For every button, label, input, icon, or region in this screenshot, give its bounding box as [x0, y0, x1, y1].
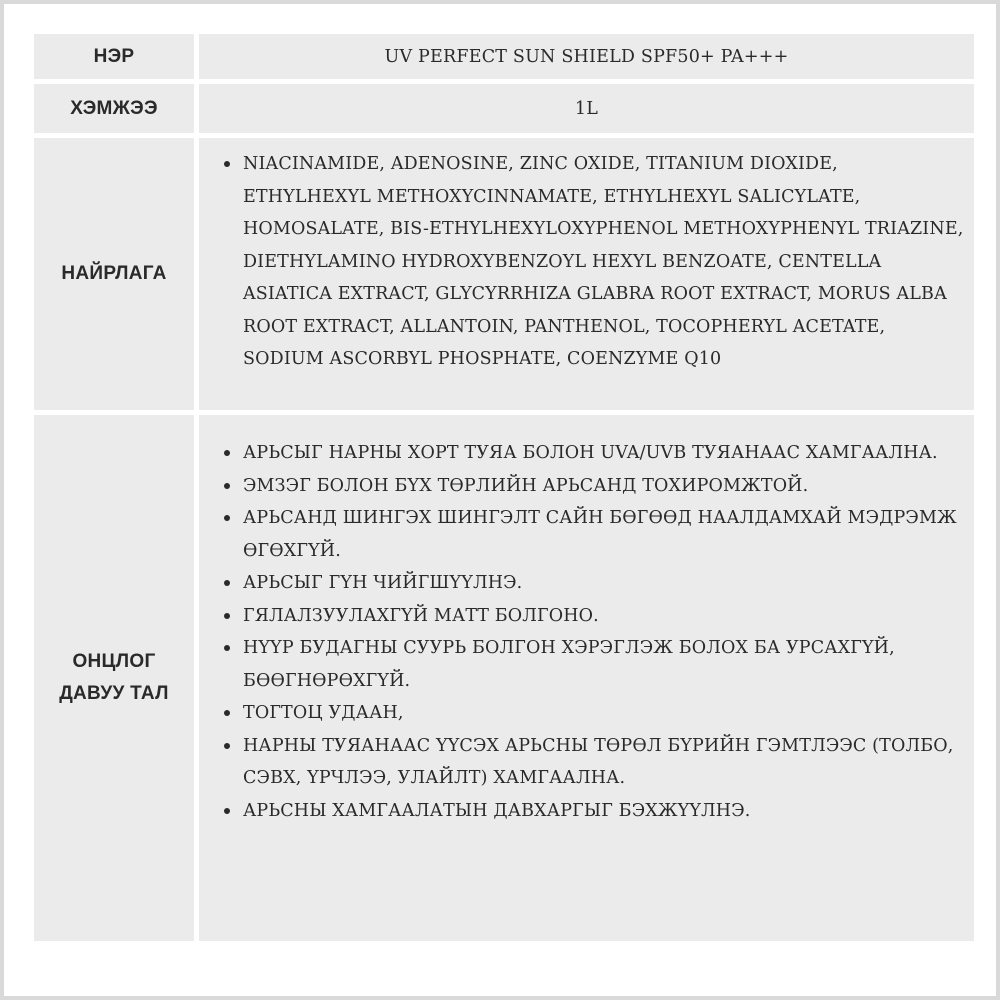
features-value-cell: [199, 415, 974, 941]
name-label-cell: [34, 34, 194, 79]
name-value: UV PERFECT SUN SHIELD SPF50+ PA+++: [384, 46, 789, 67]
features-label-line1: ОНЦЛОГ: [72, 651, 156, 672]
list-item: НАРНЫ ТУЯАНААС ҮҮСЭХ АРЬСНЫ ТӨРӨЛ БҮРИЙН ГЭМТЛЭЭС (ТОЛБО, СЭВХ, ҮРЧЛЭЭ, УЛАЙЛТ) ХАМГААЛНА.: [243, 730, 964, 795]
features-list: [221, 437, 964, 827]
size-value: 1L: [574, 98, 599, 119]
list-item: ГЯЛАЛЗУУЛАХГҮЙ МАТТ БОЛГОНО.: [243, 600, 964, 633]
features-label-line2: ДАВУУ ТАЛ: [59, 683, 169, 704]
name-label: НЭР: [93, 45, 135, 67]
ingredients-list: [221, 148, 964, 376]
name-value-cell: [199, 34, 974, 79]
list-item: АРЬСЫГ ГҮН ЧИЙГШҮҮЛНЭ.: [243, 567, 964, 600]
list-item: НҮҮР БУДАГНЫ СУУРЬ БОЛГОН ХЭРЭГЛЭЖ БОЛОХ БА УРСАХГҮЙ, БӨӨГНӨРӨХГҮЙ.: [243, 632, 964, 697]
ingredients-label-cell: [34, 138, 194, 410]
ingredients-value-cell: [199, 138, 974, 410]
list-item: ТОГТОЦ УДААН,: [243, 697, 964, 730]
features-label-cell: [34, 415, 194, 941]
list-item: NIACINAMIDE, ADENOSINE, ZINC OXIDE, TITANIUM DIOXIDE, ETHYLHEXYL METHOXYCINNAMATE, ETHYLHEXYL SALICYLATE, HOMOSALATE, BIS-ETHYLHEXYLOXYPHENOL METHOXYPHENYL TRIAZINE, DIETHYLAMINO HYDROXYBENZOYL HEXYL BENZOATE, CENTELLA ASIATICA EXTRACT, GLYCYRRHIZA GLABRA ROOT EXTRACT, MORUS ALBA ROOT EXTRACT, ALLANTOIN, PANTHENOL, TOCOPHERYL ACETATE, SODIUM ASCORBYL PHOSPHATE, COENZYME Q10: [243, 148, 964, 376]
list-item: ЭМЗЭГ БОЛОН БҮХ ТӨРЛИЙН АРЬСАНД ТОХИРОМЖТОЙ.: [243, 470, 964, 503]
list-item: АРЬСНЫ ХАМГААЛАТЫН ДАВХАРГЫГ БЭХЖҮҮЛНЭ.: [243, 795, 964, 828]
size-label: ХЭМЖЭЭ: [70, 97, 158, 119]
ingredients-label: НАЙРЛАГА: [61, 263, 167, 284]
size-value-cell: [199, 84, 974, 133]
size-label-cell: [34, 84, 194, 133]
list-item: АРЬСЫГ НАРНЫ ХОРТ ТУЯА БОЛОН UVA/UVB ТУЯАНААС ХАМГААЛНА.: [243, 437, 964, 470]
list-item: АРЬСАНД ШИНГЭХ ШИНГЭЛТ САЙН БӨГӨӨД НААЛДАМХАЙ МЭДРЭМЖ ӨГӨХГҮЙ.: [243, 502, 964, 567]
